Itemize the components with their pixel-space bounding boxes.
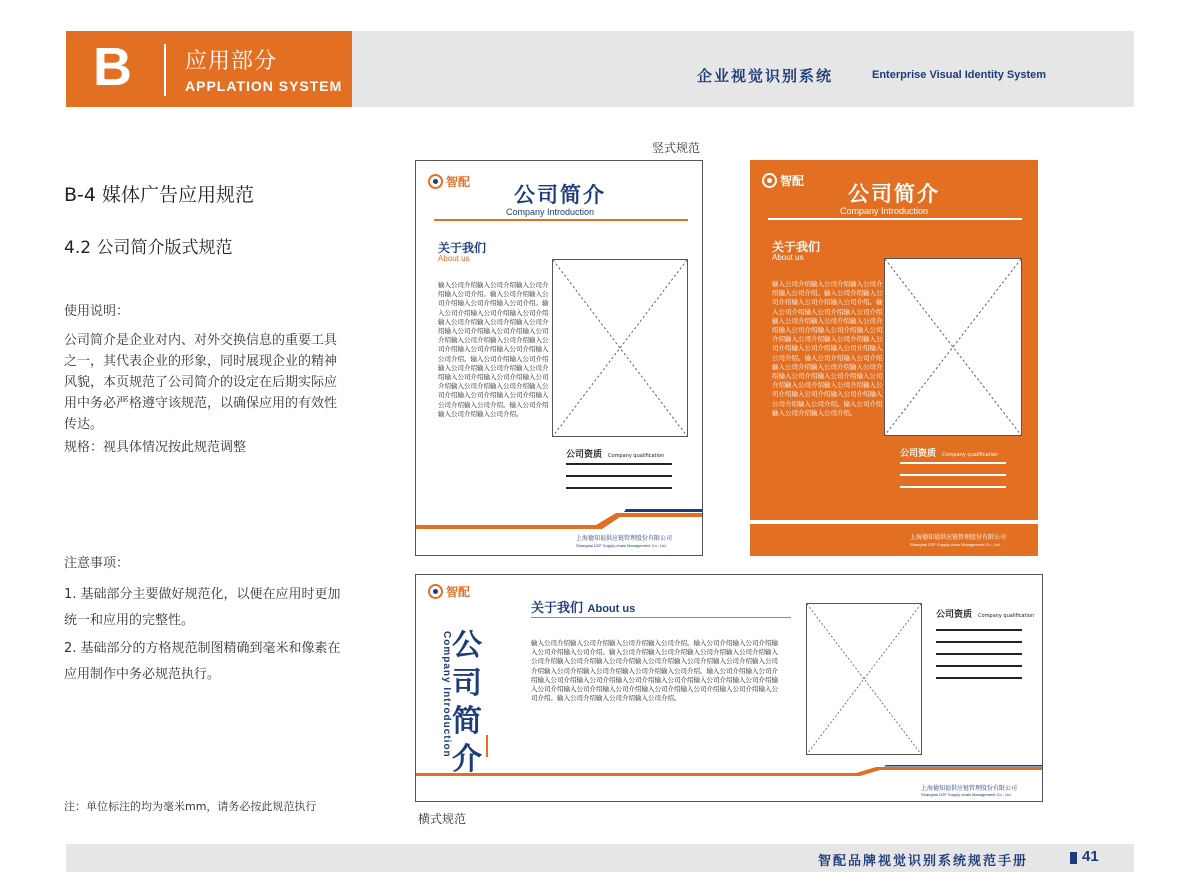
usage-label: 使用说明： [64,304,130,319]
brand-logo: 智配 [428,173,470,190]
card-subtitle: Company Introduction [840,206,929,216]
qualification-line [936,641,1022,643]
qualification-line [936,665,1022,667]
qualification-line [900,474,1006,476]
footer-stripe [416,765,1043,779]
company-name-en: Shanghai DZF Supply-chain Management Co., Ltd. [910,542,1001,547]
company-name-cn: 上海德知福供应链管理股份有限公司 [910,534,1007,541]
brand-logo: 智配 [762,172,804,189]
vertical-card-title: 公司简介 [452,628,482,777]
title-accent [486,735,488,757]
photo-placeholder [806,603,922,755]
vertical-white-sample [415,160,703,556]
qualification-line [900,486,1006,488]
body-text: 输入公司介绍输入公司介绍输入公司介绍输入公司介绍。输入公司介绍输入公司介绍输入公司介绍输入公司介绍。输入公司介绍输入公司介绍输入公司介绍输入公司介绍输入公司介绍输入公司介绍输入公司介绍输入公司介绍输入公司介绍输入公司介绍输入公司介绍输入公司介绍输入公司介绍输入公司介绍输入公司介绍。输入公司介绍输入公司介绍输入公司介绍输入公司介绍输入公司介绍输入公司介绍输入公司介绍输入公司介绍输入公司介绍输入公司介绍输入公司介绍输入公司介绍输入公司介绍输入公司介绍输入公司介绍。输入公司介绍输入公司介绍输入公司介绍。 [531,639,778,703]
title-rule [531,617,791,618]
footer-stripe [750,516,1038,528]
qualification-title: 公司资质 Company qualification [566,450,665,460]
vertical-card-subtitle: Company Introduction [441,631,452,758]
title-rule [768,218,1022,220]
about-title: 关于我们 About us [531,601,636,616]
card-title: 公司简介 [514,183,606,207]
qualification-line [566,475,672,477]
footer-stripe [416,509,703,529]
about-subtitle: About us [438,254,470,263]
page-number: 41 [1082,848,1099,865]
footnote: 注：单位标注的均为毫米mm，请务必按此规范执行 [64,800,317,813]
qualification-line [936,677,1022,679]
horizontal-white-sample [415,574,1043,802]
section-letter: B [93,37,132,97]
section-divider [164,44,166,96]
company-name-en: Shanghai DZF Supply-chain Management Co., Ltd. [576,543,667,548]
company-name-cn: 上海德知福供应链管理股份有限公司 [576,535,673,542]
logo-icon [428,174,443,189]
qualification-line [566,487,672,489]
system-title-en: Enterprise Visual Identity System [872,69,1047,81]
card-subtitle: Company Introduction [506,207,595,217]
about-subtitle: About us [772,253,804,262]
qualification-line [936,629,1022,631]
logo-icon [428,584,443,599]
body-text: 输入公司介绍输入公司介绍输入公司介绍输入公司介绍。输入公司介绍输入公司介绍输入公司介绍输入公司介绍。输入公司介绍输入公司介绍输入公司介绍输入公司介绍输入公司介绍输入公司介绍输入公司介绍输入公司介绍输入公司介绍输入公司介绍输入公司介绍输入公司介绍输入公司介绍输入公司介绍输入公司介绍。输入公司介绍输入公司介绍输入公司介绍输入公司介绍输入公司介绍输入公司介绍输入公司介绍输入公司介绍输入公司介绍输入公司介绍输入公司介绍输入公司介绍输入公司介绍输入公司介绍输入公司介绍。输入公司介绍输入公司介绍输入公司介绍。 [438,281,549,418]
body-text: 输入公司介绍输入公司介绍输入公司介绍输入公司介绍。输入公司介绍输入公司介绍输入公司介绍输入公司介绍。输入公司介绍输入公司介绍输入公司介绍输入公司介绍输入公司介绍输入公司介绍输入公司介绍输入公司介绍输入公司介绍输入公司介绍输入公司介绍输入公司介绍输入公司介绍输入公司介绍输入公司介绍。输入公司介绍输入公司介绍输入公司介绍输入公司介绍输入公司介绍输入公司介绍输入公司介绍输入公司介绍输入公司介绍输入公司介绍输入公司介绍输入公司介绍输入公司介绍输入公司介绍输入公司介绍。输入公司介绍输入公司介绍输入公司介绍。 [772,280,883,417]
page-section-title: B-4 媒体广告应用规范 [64,184,255,206]
vertical-caption: 竖式规范 [652,141,701,155]
spec-text: 规格：视具体情况按此规范调整 [64,440,247,455]
company-name-en: Shanghai DZF Supply-chain Management Co., Ltd. [921,792,1012,797]
section-title-en: APPLATION SYSTEM [185,78,343,94]
note-2: 2. 基础部分的方格规范制图精确到毫米和像素在应用制作中务必规范执行。 [64,641,341,682]
notes-label: 注意事项： [64,556,130,571]
title-rule [434,219,688,221]
about-title: 关于我们 [438,241,487,255]
page-sub-title: 4.2 公司简介版式规范 [64,238,233,258]
page-marker-icon [1070,852,1077,864]
section-title-cn: 应用部分 [185,49,278,74]
horizontal-caption: 横式规范 [418,812,467,826]
manual-title: 智配品牌视觉识别系统规范手册 [818,854,1029,869]
qualification-title: 公司资质 Company qualification [936,610,1035,620]
note-1: 1. 基础部分主要做好规范化，以便在应用时更加统一和应用的完整性。 [64,587,341,628]
logo-icon [762,173,777,188]
qualification-title: 公司资质 Company qualification [900,449,999,459]
photo-placeholder [884,258,1022,436]
company-name-cn: 上海德知福供应链管理股份有限公司 [921,785,1018,792]
about-title: 关于我们 [772,240,821,254]
usage-text: 公司简介是企业对内、对外交换信息的重要工具之一，其代表企业的形象，同时展现企业的精神风貌，本页规范了公司简介的设定在后期实际应用中务必严格遵守该规范，以确保应用的有效性传达。 [64,333,338,432]
qualification-line [566,463,672,465]
qualification-line [900,462,1006,464]
vertical-orange-sample [750,160,1038,556]
system-title-cn: 企业视觉识别系统 [697,67,834,85]
qualification-line [936,653,1022,655]
card-title: 公司简介 [848,182,940,206]
photo-placeholder [552,259,688,437]
brand-logo: 智配 [428,583,470,600]
